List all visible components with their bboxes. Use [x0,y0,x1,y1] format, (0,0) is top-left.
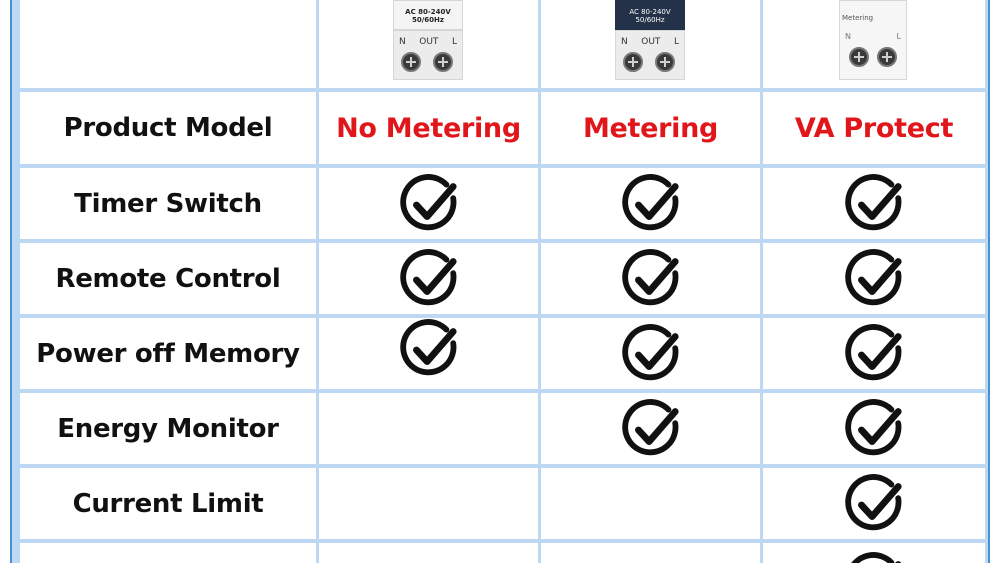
device-image-no-metering [393,0,463,80]
check-circle-icon [620,248,682,310]
terminal-screw-icon [433,52,453,72]
terminal-label: L [673,37,679,47]
empty-support-cell [541,468,760,539]
check-circle-icon [843,248,905,310]
terminal-label: L [896,32,901,41]
device-image-cell-va-protect [763,0,985,88]
header-label-cell [20,92,316,164]
model-header-cell [763,92,985,164]
model-name-metering: Metering [582,112,719,144]
support-cell [763,243,985,314]
support-cell [763,468,985,539]
feature-cell-partial [20,543,316,563]
terminal-label: OUT [641,37,661,47]
check-circle-icon [620,323,682,385]
support-cell [319,168,538,239]
feature-cell [20,318,316,389]
check-circle-icon [843,398,905,460]
terminal-label: OUT [419,37,439,47]
terminal-label: N [621,37,628,47]
support-cell [541,318,760,389]
feature-label: Remote Control [55,263,281,294]
feature-cell [20,468,316,539]
header-label: Product Model [63,113,273,143]
terminal-screw-icon [623,52,643,72]
check-circle-icon [398,173,460,235]
device-frequency: 50/60Hz [412,16,444,24]
support-cell [319,243,538,314]
check-circle-icon [620,173,682,235]
terminal-label: N [399,37,406,47]
feature-label: Energy Monitor [57,413,279,444]
check-circle-icon [398,318,460,380]
terminal-screw-icon [877,47,897,67]
support-cell [763,318,985,389]
check-circle-icon [620,398,682,460]
feature-label: Timer Switch [74,188,262,219]
check-circle-icon [843,173,905,235]
device-image-metering [615,0,685,80]
feature-cell [20,393,316,464]
check-circle-icon [843,323,905,385]
feature-cell [20,243,316,314]
model-header-cell [541,92,760,164]
empty-support-cell [319,393,538,464]
model-name-va-protect: VA Protect [794,112,954,144]
empty-support-cell [319,543,538,563]
check-circle-icon [398,248,460,310]
device-image-cell-metering [541,0,760,88]
support-cell [541,168,760,239]
support-cell [541,243,760,314]
support-cell [541,393,760,464]
support-cell-partial [763,543,985,563]
device-frequency: 50/60Hz [635,16,665,24]
device-image-cell-no-metering [319,0,538,88]
corner-cell [20,0,316,88]
device-image-va-protect [839,0,907,80]
terminal-screw-icon [401,52,421,72]
device-rating: AC 80-240V [629,8,671,16]
terminal-screw-icon [655,52,675,72]
feature-cell [20,168,316,239]
empty-support-cell [541,543,760,563]
feature-label: Current Limit [72,488,264,519]
device-panel-label: Metering [842,14,874,22]
device-rating: AC 80-240V [405,8,451,16]
support-cell [763,168,985,239]
model-header-cell [319,92,538,164]
support-cell [763,393,985,464]
model-name-no-metering: No Metering [336,112,521,144]
check-circle-icon [843,473,905,535]
terminal-screw-icon [849,47,869,67]
feature-label: Power off Memory [36,338,300,369]
check-circle-icon [843,551,905,563]
support-cell [319,318,538,389]
terminal-label: N [845,32,851,41]
empty-support-cell [319,468,538,539]
terminal-label: L [451,37,457,47]
